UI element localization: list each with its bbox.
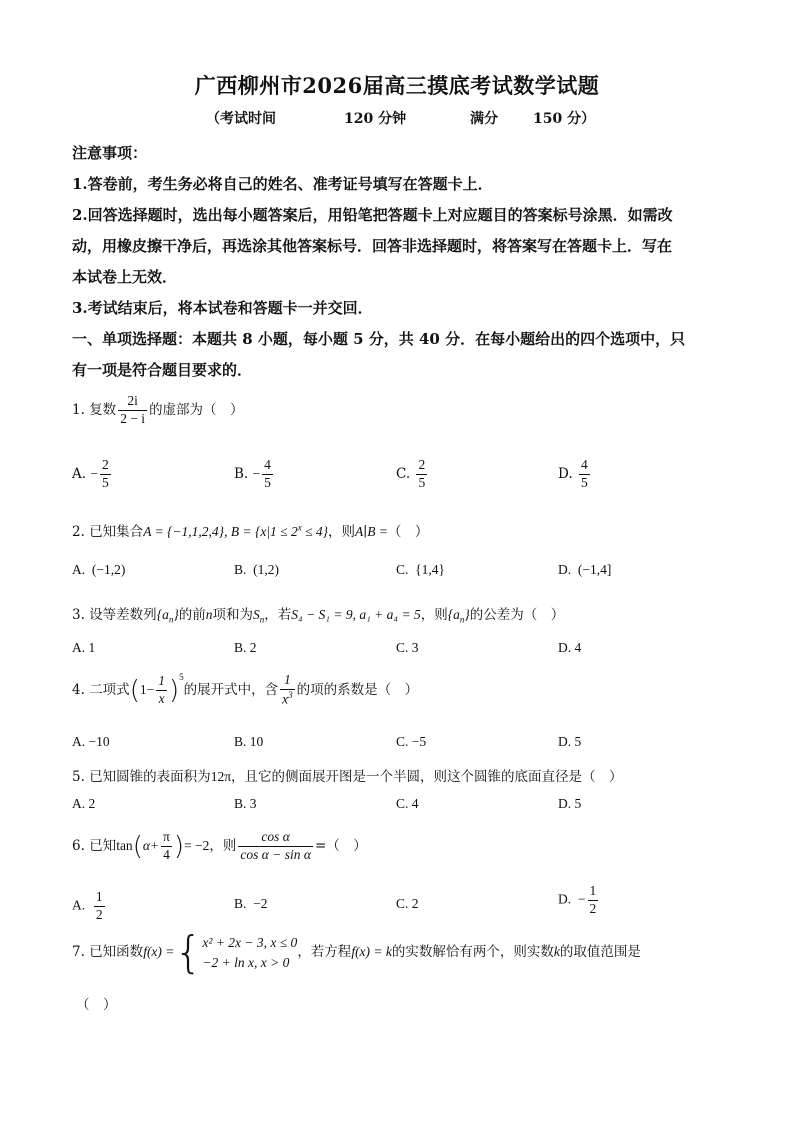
option-c[interactable]: C. 2 <box>396 896 419 911</box>
option-b[interactable]: B. (1,2) <box>234 562 280 577</box>
notice-item-2-line-2: 动，用橡皮擦干净后，再选涂其他答案标号．回答非选择题时，将答案写在答题卡上．写在 <box>72 237 673 255</box>
option-d[interactable]: D. − $\frac{1}{2}$ <box>558 883 597 916</box>
option-d[interactable]: D. 4 <box>558 640 582 655</box>
notice-item-2-line-1: 2.回答选择题时，选出每小题答案后，用铅笔把答题卡上对应题目的答案标号涂黑．如需改 <box>72 206 673 224</box>
option-c[interactable]: C. 4 <box>396 796 419 811</box>
option-a[interactable]: A. $\frac{1}{2}$ <box>72 889 103 922</box>
option-a[interactable]: A. 2 <box>72 796 96 811</box>
page-title: 广西柳州市2026届高三摸底考试数学试题 <box>194 73 600 98</box>
option-c[interactable]: C. {1,4} <box>396 562 445 577</box>
exam-time-value: 120 分钟 <box>344 111 407 127</box>
option-d[interactable]: D. (−1,4] <box>558 562 612 577</box>
option-b[interactable]: B. 10 <box>234 734 264 749</box>
fraction: $\frac{2i}{2 - i}$ <box>120 393 146 426</box>
option-b[interactable]: B. 2 <box>234 640 257 655</box>
option-c[interactable]: C. −5 <box>396 734 427 749</box>
option-c[interactable]: C. $\frac{2}{5}$ <box>396 457 426 490</box>
section-1-heading-line-1: 一、单项选择题：本题共 8 小题，每小题 5 分，共 40 分．在每小题给出的四个选项中，只 <box>72 330 686 348</box>
full-score-value: 150 分） <box>533 111 596 127</box>
option-b[interactable]: B. −2 <box>234 896 268 911</box>
option-a[interactable]: A. (−1,2) <box>72 562 126 577</box>
answer-paren: （ ） <box>76 997 117 1013</box>
notice-item-2-line-3: 本试卷上无效． <box>72 268 178 286</box>
question-1: 1. 复数 $\frac{2i}{2 - i}$ 的虚部为（ ） <box>72 393 244 426</box>
option-b[interactable]: B. 3 <box>234 796 257 811</box>
exam-time-label: （考试时间 <box>206 111 276 127</box>
option-a[interactable]: A. 1 <box>72 640 96 655</box>
notice-heading: 注意事项： <box>72 144 148 162</box>
question-5: 5. 已知圆锥的表面积为12π，且它的侧面展开图是一个半圆，则这个圆锥的底面直径是（ ） <box>72 769 623 785</box>
notice-item-1: 1.答卷前，考生务必将自己的姓名、准考证号填写在答题卡上． <box>72 175 493 193</box>
question-4: 4. 二项式(1− $\frac{1}{x}$ )$^5$的展开式中，含 $\frac{1}{x^3}$ 的项的系数是（ ） <box>72 672 419 707</box>
question-7: 7. 已知函数f(x) ={ x² + 2x − 3, x ≤ 0 −2 + ln x, x > 0 ，若方程f(x) = k的实数解恰有两个，则实数k的取值范围是 <box>72 927 641 978</box>
notice-item-3: 3.考试结束后，将本试卷和答题卡一并交回． <box>72 299 373 317</box>
option-b[interactable]: B. − $\frac{4}{5}$ <box>234 457 271 490</box>
section-1-heading-line-2: 有一项是符合题目要求的． <box>72 361 253 379</box>
option-d[interactable]: D. 5 <box>558 734 582 749</box>
question-2: 2. 已知集合A = {−1,1,2,4}, $B = \{x|1 \le 2^x \le 4\}$，则A∣B =（ ） <box>72 522 429 540</box>
option-d[interactable]: D. $\frac{4}{5}$ <box>558 457 588 490</box>
option-a[interactable]: A. − $\frac{2}{5}$ <box>72 457 109 490</box>
question-3: 3. 设等差数列$\{a_n\}$的前n项和为$S_n$，若S₄ − S₁ = 9, a₁ + a₄ = 5，则$\{a_n\}$的公差为（ ） <box>72 607 565 625</box>
question-number: 1. <box>72 401 85 418</box>
option-d[interactable]: D. 5 <box>558 796 582 811</box>
full-score-label: 满分 <box>470 111 498 127</box>
option-c[interactable]: C. 3 <box>396 640 419 655</box>
question-6: 6. 已知tan(α+ $\frac{\pi}{4}$ )= −2，则 $\frac{\text{cos α}}{\text{cos α − sin α}}$ =（ ） <box>72 829 367 862</box>
option-a[interactable]: A. −10 <box>72 734 110 749</box>
